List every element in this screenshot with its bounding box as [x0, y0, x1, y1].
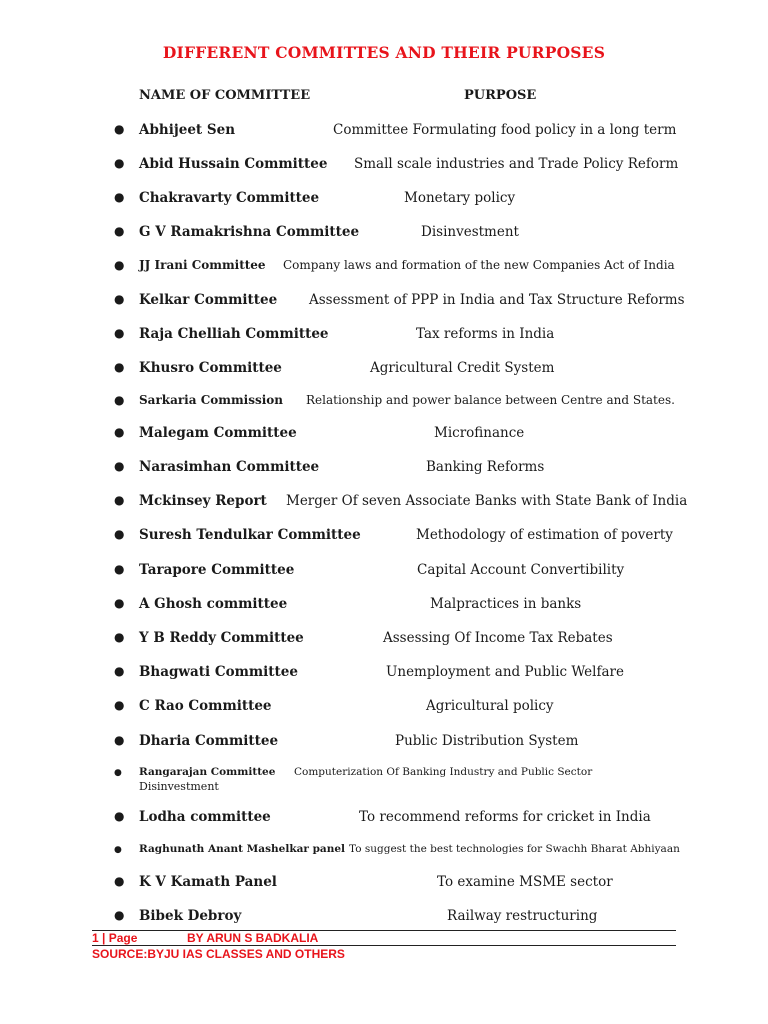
committee-name: A Ghosh committee	[139, 596, 288, 612]
committee-name: JJ Irani Committee	[139, 258, 266, 272]
committee-name: Bhagwati Committee	[139, 664, 298, 680]
footer-author: BY ARUN S BADKALIA	[187, 931, 319, 945]
committee-name: Suresh Tendulkar Committee	[139, 527, 361, 543]
committee-name: Khusro Committee	[139, 360, 282, 376]
committee-purpose: Assessment of PPP in India and Tax Structure Reforms	[309, 292, 685, 308]
committee-purpose: Company laws and formation of the new Companies Act of India	[283, 258, 675, 272]
committee-purpose: Railway restructuring	[447, 908, 598, 924]
list-item	[0, 122, 768, 142]
committee-purpose: Computerization Of Banking Industry and Public Sector	[294, 766, 593, 778]
committee-name: Narasimhan Committee	[139, 459, 320, 475]
committee-purpose: Small scale industries and Trade Policy Reform	[354, 156, 679, 172]
committee-purpose: Merger Of seven Associate Banks with State Bank of India	[286, 493, 688, 509]
list-item	[0, 766, 768, 793]
footer-source: SOURCE:BYJU IAS CLASSES AND OTHERS	[92, 947, 345, 961]
bullet-icon: ●	[114, 224, 125, 238]
column-header-purpose: PURPOSE	[464, 88, 537, 103]
bullet-icon: ●	[114, 908, 125, 922]
bullet-icon: ●	[114, 326, 125, 340]
committee-purpose: Monetary policy	[404, 190, 516, 206]
column-header-name: NAME OF COMMITTEE	[139, 88, 311, 103]
bullet-icon: ●	[114, 845, 122, 855]
committee-purpose: Capital Account Convertibility	[417, 562, 625, 578]
bullet-icon: ●	[114, 360, 125, 374]
committee-name: Abid Hussain Committee	[139, 156, 328, 172]
list-item	[0, 156, 768, 176]
list-item	[0, 258, 768, 278]
committee-purpose: To recommend reforms for cricket in India	[359, 809, 651, 825]
list-item	[0, 630, 768, 650]
committee-name: Rangarajan Committee	[139, 766, 276, 778]
bullet-icon: ●	[114, 493, 125, 507]
list-item	[0, 664, 768, 684]
committee-name: Kelkar Committee	[139, 292, 278, 308]
committee-name: Sarkaria Commission	[139, 393, 283, 407]
bullet-icon: ●	[114, 664, 125, 678]
committee-purpose: Relationship and power balance between Centre and States.	[306, 393, 675, 407]
committee-purpose: To examine MSME sector	[437, 874, 613, 890]
committee-name: Raja Chelliah Committee	[139, 326, 329, 342]
bullet-icon: ●	[114, 874, 125, 888]
list-item	[0, 326, 768, 346]
bullet-icon: ●	[114, 698, 125, 712]
bullet-icon: ●	[114, 292, 125, 306]
committee-name: Chakravarty Committee	[139, 190, 320, 206]
list-item	[0, 596, 768, 616]
footer-page-number: 1 | Page	[92, 931, 138, 945]
committee-purpose: Committee Formulating food policy in a long term	[333, 122, 677, 138]
list-item	[0, 874, 768, 894]
committee-purpose: To suggest the best technologies for Swachh Bharat Abhiyaan	[349, 843, 680, 855]
committee-purpose: Methodology of estimation of poverty	[416, 527, 673, 543]
committee-name: Dharia Committee	[139, 733, 279, 749]
bullet-icon: ●	[114, 733, 125, 747]
committee-name: Mckinsey Report	[139, 493, 267, 509]
list-item	[0, 562, 768, 582]
bullet-icon: ●	[114, 459, 125, 473]
list-item	[0, 459, 768, 479]
committee-purpose: Banking Reforms	[426, 459, 545, 475]
bullet-icon: ●	[114, 425, 125, 439]
list-item	[0, 843, 768, 863]
document-title: DIFFERENT COMMITTES AND THEIR PURPOSES	[162, 43, 606, 62]
list-item	[0, 809, 768, 829]
list-item	[0, 527, 768, 547]
list-item	[0, 698, 768, 718]
list-item	[0, 360, 768, 380]
committee-purpose: Tax reforms in India	[416, 326, 555, 342]
committee-name: Abhijeet Sen	[139, 122, 236, 138]
bullet-icon: ●	[114, 596, 125, 610]
bullet-icon: ●	[114, 122, 125, 136]
bullet-icon: ●	[114, 768, 122, 778]
list-item	[0, 908, 768, 928]
list-item	[0, 224, 768, 244]
committee-name: Lodha committee	[139, 809, 271, 825]
committee-name: G V Ramakrishna Committee	[139, 224, 360, 240]
committee-name: K V Kamath Panel	[139, 874, 277, 890]
committee-purpose: Microfinance	[434, 425, 525, 441]
footer-divider-top	[92, 930, 676, 931]
committee-name: Bibek Debroy	[139, 908, 242, 924]
bullet-icon: ●	[114, 562, 125, 576]
list-item	[0, 425, 768, 445]
bullet-icon: ●	[114, 156, 125, 170]
committee-purpose: Public Distribution System	[395, 733, 579, 749]
committee-purpose: Agricultural policy	[426, 698, 554, 714]
committee-name: Malegam Committee	[139, 425, 297, 441]
bullet-icon: ●	[114, 258, 125, 272]
list-item	[0, 733, 768, 753]
committee-purpose: Unemployment and Public Welfare	[386, 664, 624, 680]
committee-name: Raghunath Anant Mashelkar panel	[139, 843, 346, 855]
list-item	[0, 292, 768, 312]
list-item	[0, 393, 768, 413]
committee-purpose: Agricultural Credit System	[370, 360, 555, 376]
committee-name: C Rao Committee	[139, 698, 272, 714]
committee-purpose: Malpractices in banks	[430, 596, 582, 612]
bullet-icon: ●	[114, 809, 125, 823]
bullet-icon: ●	[114, 527, 125, 541]
bullet-icon: ●	[114, 630, 125, 644]
list-item	[0, 190, 768, 210]
committee-purpose: Assessing Of Income Tax Rebates	[383, 630, 613, 646]
committee-purpose-continued: Disinvestment	[139, 780, 219, 793]
committee-name: Y B Reddy Committee	[139, 630, 304, 646]
bullet-icon: ●	[114, 393, 125, 407]
list-item	[0, 493, 768, 513]
bullet-icon: ●	[114, 190, 125, 204]
committee-purpose: Disinvestment	[421, 224, 519, 240]
footer-divider-bottom	[92, 945, 676, 946]
committee-name: Tarapore Committee	[139, 562, 295, 578]
